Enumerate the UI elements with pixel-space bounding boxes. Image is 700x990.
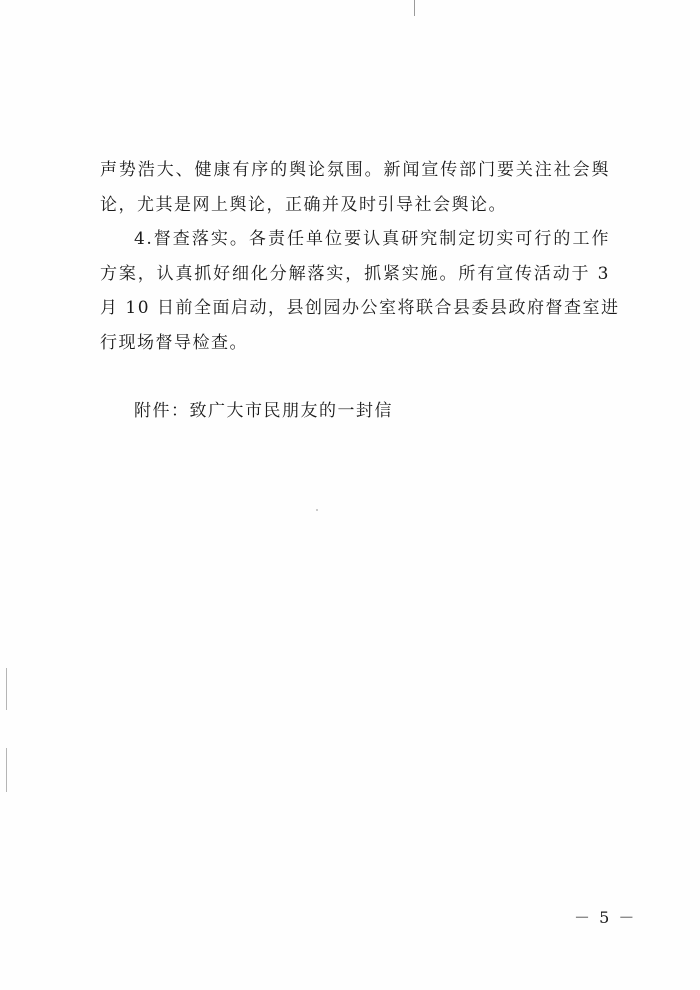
page-number: － 5 － bbox=[574, 908, 637, 927]
text-line: 月 10 日前全面启动，县创园办公室将联合县委县政府督查室进 bbox=[100, 298, 620, 318]
text-line: 4.督查落实。各责任单位要认真研究制定切实可行的工作 bbox=[134, 229, 610, 249]
scan-edge-mark bbox=[6, 668, 7, 710]
text-line: 声势浩大、健康有序的舆论氛围。新闻宣传部门要关注社会舆 bbox=[100, 160, 610, 180]
attachment-note: 附件：致广大市民朋友的一封信 bbox=[134, 401, 393, 421]
text-line: 论，尤其是网上舆论，正确并及时引导社会舆论。 bbox=[100, 194, 507, 215]
body-text bbox=[100, 153, 620, 360]
scan-edge-mark bbox=[414, 0, 415, 16]
text-line: 行现场督导检查。 bbox=[100, 332, 248, 353]
scan-speck bbox=[316, 509, 318, 511]
text-line: 方案，认真抓好细化分解落实，抓紧实施。所有宣传活动于 3 bbox=[100, 263, 610, 284]
scan-edge-mark bbox=[6, 748, 7, 792]
